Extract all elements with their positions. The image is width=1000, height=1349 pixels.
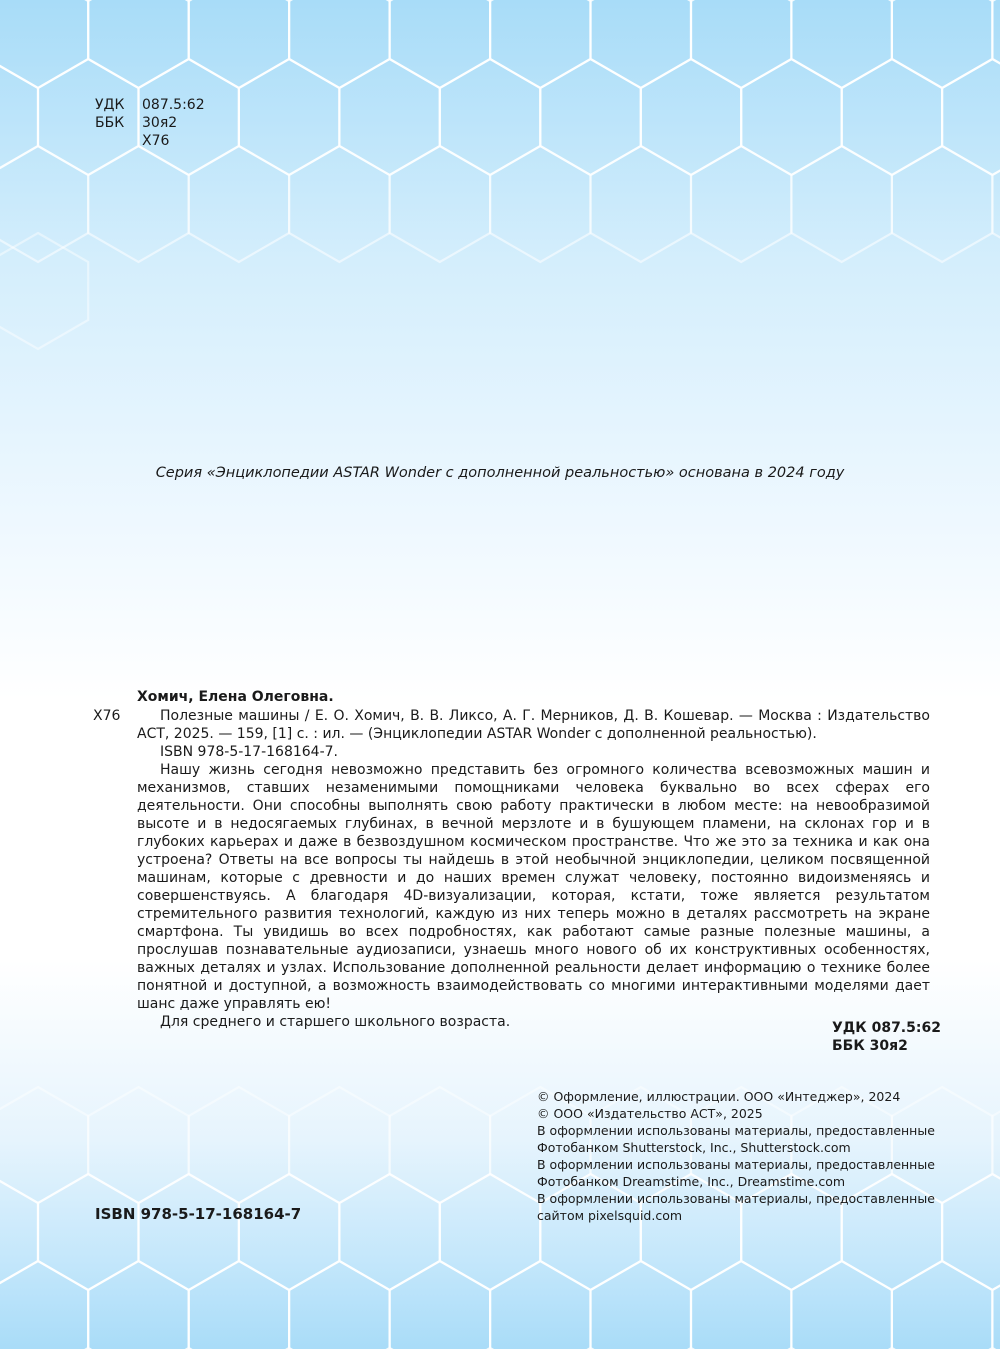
record-isbn: ISBN 978-5-17-168164-7. [160,744,338,760]
hexagon-shape [390,0,491,88]
hexagon-shape [842,59,942,175]
hexagon-shape [390,1087,491,1203]
hexagon-shape [0,0,88,88]
hexagon-shape [0,1261,88,1349]
hexagon-shape [189,146,289,262]
hexagon-shape [88,146,189,262]
hexagon-shape [591,1261,692,1349]
hexagon-shape [791,0,892,88]
record-annotation: Нашу жизнь сегодня невозможно представить без огромного количества всевозможных машин и механизмов, ставших незаменимыми помощниками человека буквально во всех сферах его деятельности. Они способны выполнять свою работу практически в любом месте: на невообразимой высоте и в недосягаемых глубинах, в вечной мерзлоте и в бушующем пламени, на склонах гор и в глубоких карьерах и даже в безвоздушном космическом пространстве. Что же это за техника и как она устроена? Ответы на все вопросы ты найдешь в этой необычной энциклопедии, целиком посвященной машинам, которые с древности и до наших времен служат человеку, постоянно видоизменяясь и совершенствуясь. А благодаря 4D-визуализации, которая, кстати, тоже является результатом стремительного развития технологий, каждую из них теперь можно в деталях рассмотреть на экране смартфона. Ты увидишь во всех подробностях, как работают самые разные полезные машины, а прослушав познавательные аудиозаписи, узнаешь много нового об их конструктивных особенностях, важных деталях и узлах. Использование дополненной реальности делает информацию о технике более понятной и доступной, а возможность взаимодействовать со многими интерактивными моделями дает шанс даже управлять ею! [137,762,930,1012]
hexagon-shape [992,1261,1000,1349]
hexagon-shape [892,1261,993,1349]
credit-pixelsquid-2: сайтом pixelsquid.com [537,1208,683,1223]
udk-bottom: УДК 087.5:62 [832,1020,941,1036]
hexagon-shape [490,1261,590,1349]
hexagon-shape [189,0,289,88]
hexagon-shape [591,0,692,88]
catalog-top [95,96,205,150]
hexagon-shape [691,146,791,262]
hexagon-shape [490,146,590,262]
hexagon-shape [0,146,88,262]
hexagon-shape [440,1174,541,1290]
credit-dreamstime-1: В оформлении использованы материалы, предоставленные [537,1157,935,1172]
hexagon-shape [540,59,641,175]
hexagon-shape [591,146,692,262]
series-note: Серия «Энциклопедии ASTAR Wonder с дополненной реальностью» основана в 2024 году [155,465,845,481]
hexagon-shape [139,1174,239,1290]
bbk-label: ББК [95,115,125,131]
record-audience: Для среднего и старшего школьного возраста. [160,1014,511,1030]
credit-shutterstock-2: Фотобанком Shutterstock, Inc., Shutterstock.com [537,1140,851,1155]
hexagon-shape [0,233,88,349]
hexagon-shape [741,59,842,175]
udk-label: УДК [95,97,125,113]
isbn-bottom: ISBN 978-5-17-168164-7 [95,1205,302,1223]
record-body [137,707,930,1031]
catalog-bottom [832,1019,941,1055]
bbk-bottom: ББК 30я2 [832,1038,908,1054]
hexagon-shape [88,0,189,88]
credit-dreamstime-2: Фотобанком Dreamstime, Inc., Dreamstime.com [537,1174,846,1189]
copyright-publisher: © ООО «Издательство АСТ», 2025 [537,1106,763,1121]
hexagon-shape [239,59,340,175]
hexagon-shape [289,0,390,88]
hexagon-shape [490,0,590,88]
hexagon-shape [390,146,491,262]
hexagon-shape [992,146,1000,262]
hexagon-shape [289,1261,390,1349]
credit-shutterstock-1: В оформлении использованы материалы, предоставленные [537,1123,935,1138]
hexagon-shape [289,146,390,262]
hexagon-shape [440,59,541,175]
hexagon-shape [691,1261,791,1349]
hexagon-shape [38,1174,139,1290]
hexagon-shape [942,59,1000,175]
hexagon-shape [0,59,38,175]
hexagon-shape [289,1087,390,1203]
hexagon-shape [992,1087,1000,1203]
record-author-mark: Х76 [93,708,121,724]
hexagon-shape [239,1174,340,1290]
hexagon-shape [892,146,993,262]
hexagon-shape [339,1174,439,1290]
hexagon-shape [892,0,993,88]
hexagon-shape [189,1261,289,1349]
hexagon-shape [339,59,439,175]
hexagon-shape [88,1261,189,1349]
hexagon-shape [88,1087,189,1203]
hexagon-shape [641,59,741,175]
hexagon-shape [992,0,1000,88]
hexagon-shape [390,1261,491,1349]
hexagon-shape [791,146,892,262]
bbk-value: 30я2 [142,115,178,131]
copyright-block [537,1088,935,1224]
udk-value: 087.5:62 [142,97,205,113]
hexagon-shape [0,1174,38,1290]
copyright-design: © Оформление, иллюстрации. ООО «Интеджер», 2024 [537,1089,901,1104]
hexagon-shape [0,1087,88,1203]
hexagon-shape [942,1174,1000,1290]
hexagon-shape [791,1261,892,1349]
author-mark-top: Х76 [142,133,170,149]
record-author: Хомич, Елена Олеговна. [137,689,334,705]
credit-pixelsquid-1: В оформлении использованы материалы, предоставленные [537,1191,935,1206]
hexagon-shape [189,1087,289,1203]
record-title-line: Полезные машины / Е. О. Хомич, В. В. Ликсо, А. Г. Мерников, Д. В. Кошевар. — Москва : Издательство АСТ, 2025. — 159, [1] с. : ил. — (Энциклопедии ASTAR Wonder с дополненной реальностью). [137,708,930,742]
hexagon-shape [691,0,791,88]
